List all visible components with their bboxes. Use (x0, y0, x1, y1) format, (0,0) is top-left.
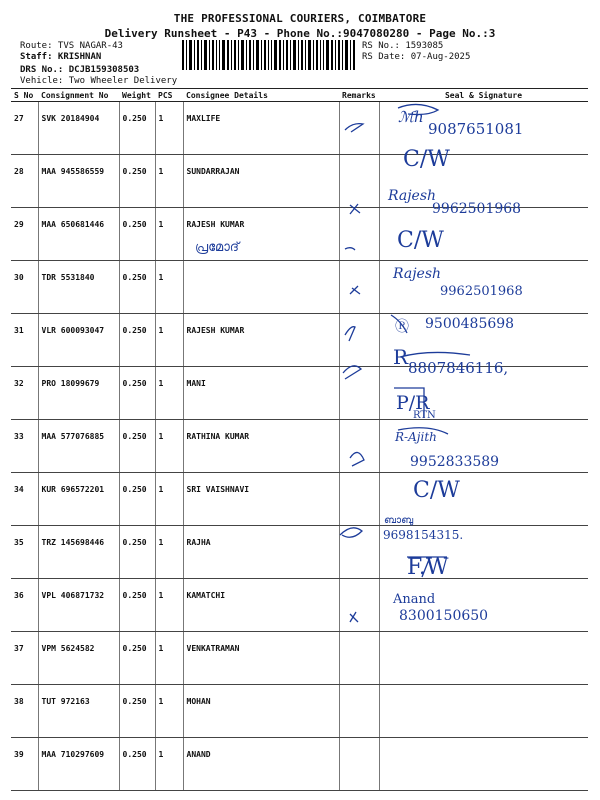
row-consignee: SUNDARRAJAN (183, 155, 339, 208)
cw-28: C/W (403, 147, 450, 172)
row-consignee: ANAND (183, 738, 339, 791)
cw-36: C/W (413, 478, 460, 503)
row-sno: 27 (11, 102, 38, 155)
table-row (11, 632, 588, 685)
row-weight: 0.250 (119, 155, 155, 208)
row-remarks (339, 632, 379, 685)
row-remarks (339, 102, 379, 155)
vehicle-label: Vehicle: Two Wheeler Delivery (20, 76, 178, 86)
phone-39: 8300150650 (399, 608, 489, 624)
row-sno: 38 (11, 685, 38, 738)
phone-33: 8807846116, (408, 359, 509, 377)
phone-29: 9962501968 (432, 201, 522, 217)
table-row (11, 420, 588, 473)
table-row (11, 738, 588, 791)
signature-37: ബാബു (384, 515, 414, 526)
runsheet-table (11, 88, 588, 791)
row-pcs: 1 (155, 738, 183, 791)
signature-31: Rajesh (393, 266, 442, 282)
row-consignment: VLR 600093047 (38, 314, 119, 367)
row-consignee: RATHINA KUMAR (183, 420, 339, 473)
row-consignment: TRZ 145698446 (38, 526, 119, 579)
row-remarks (339, 367, 379, 420)
row-consignee: SRI VAISHNAVI (183, 473, 339, 526)
row-sno: 30 (11, 261, 38, 314)
signature-35: R-Ajith (395, 430, 437, 444)
signature-33: R (393, 345, 409, 369)
row-sno: 35 (11, 526, 38, 579)
col-signature: Seal & Signature (379, 89, 588, 102)
row-signature (379, 738, 588, 791)
row-consignee: MOHAN (183, 685, 339, 738)
drs-label: DRS No.: DCJB159308503 (20, 65, 140, 75)
row-pcs: 1 (155, 420, 183, 473)
col-weight: Weight (119, 89, 155, 102)
name-39: Anand (393, 592, 436, 607)
row-consignment: MAA 650681446 (38, 208, 119, 261)
row-pcs: 1 (155, 526, 183, 579)
row-consignment: SVK 20184904 (38, 102, 119, 155)
row-remarks (339, 208, 379, 261)
row-sno: 31 (11, 314, 38, 367)
table-row (11, 526, 588, 579)
row-consignment: MAA 945586559 (38, 155, 119, 208)
row-sno: 28 (11, 155, 38, 208)
signature-27: ℳℎ (398, 108, 424, 126)
row-remarks (339, 738, 379, 791)
row-pcs: 1 (155, 579, 183, 632)
row-remarks (339, 579, 379, 632)
row-sno: 34 (11, 473, 38, 526)
row-weight: 0.250 (119, 526, 155, 579)
row-signature (379, 632, 588, 685)
phone-32: 9500485698 (425, 316, 515, 332)
row-signature (379, 685, 588, 738)
row-weight: 0.250 (119, 367, 155, 420)
col-consignment: Consignment No (38, 89, 119, 102)
rs-number: RS No.: 1593085 (362, 41, 444, 51)
row-weight: 0.250 (119, 261, 155, 314)
row-consignment: TDR 5531840 (38, 261, 119, 314)
row-sno: 37 (11, 632, 38, 685)
rs-date: RS Date: 07-Aug-2025 (362, 52, 471, 62)
stamp-34-rtn: RTN (413, 410, 436, 421)
row-pcs: 1 (155, 473, 183, 526)
row-consignee: RAJHA (183, 526, 339, 579)
table-header (11, 89, 588, 102)
row-pcs: 1 (155, 314, 183, 367)
col-pcs: PCS (155, 89, 183, 102)
signature-29: Rajesh (388, 188, 437, 204)
route-label: Route: TVS NAGAR-43 (20, 41, 123, 51)
row-remarks (339, 526, 379, 579)
row-pcs: 1 (155, 155, 183, 208)
phone-31: 9962501968 (440, 284, 523, 299)
col-remarks: Remarks (339, 89, 379, 102)
row-weight: 0.250 (119, 208, 155, 261)
row-consignment: MAA 710297609 (38, 738, 119, 791)
row-sno: 32 (11, 367, 38, 420)
row-sno: 39 (11, 738, 38, 791)
row-pcs: 1 (155, 632, 183, 685)
runsheet-title: Delivery Runsheet - P43 - Phone No.:9047080280 - Page No.:3 (104, 27, 496, 40)
row-sno: 36 (11, 579, 38, 632)
row-consignee: KAMATCHI (183, 579, 339, 632)
table-row (11, 579, 588, 632)
row-pcs: 1 (155, 208, 183, 261)
stamp-34: P/R (396, 392, 430, 414)
row-consignee: RAJESH KUMAR (183, 314, 339, 367)
row-remarks (339, 473, 379, 526)
row-consignee (183, 261, 339, 314)
row-weight: 0.250 (119, 102, 155, 155)
row-pcs: 1 (155, 102, 183, 155)
consignee-handwritten-30: പ്രമോദ് (195, 240, 240, 255)
row-weight: 0.250 (119, 473, 155, 526)
row-weight: 0.250 (119, 579, 155, 632)
row-consignment: MAA 577076885 (38, 420, 119, 473)
row-weight: 0.250 (119, 314, 155, 367)
phone-36: 9952833589 (410, 454, 500, 470)
table-row (11, 473, 588, 526)
table-row (11, 685, 588, 738)
row-remarks (339, 685, 379, 738)
row-consignment: TUT 972163 (38, 685, 119, 738)
col-sno: S No (11, 89, 38, 102)
staff-label: Staff: KRISHNAN (20, 52, 102, 62)
row-sno: 29 (11, 208, 38, 261)
row-weight: 0.250 (119, 685, 155, 738)
row-remarks (339, 314, 379, 367)
phone-27: 9087651081 (428, 120, 524, 138)
row-consignee: MAXLIFE (183, 102, 339, 155)
row-sno: 33 (11, 420, 38, 473)
row-weight: 0.250 (119, 420, 155, 473)
row-consignee: RAJESH KUMAR (183, 208, 339, 261)
company-title: THE PROFESSIONAL COURIERS, COIMBATORE (173, 12, 427, 25)
row-weight: 0.250 (119, 632, 155, 685)
row-remarks (339, 420, 379, 473)
row-consignment: PRO 18099679 (38, 367, 119, 420)
row-pcs: 1 (155, 367, 183, 420)
table-row (11, 155, 588, 208)
row-consignee: VENKATRAMAN (183, 632, 339, 685)
phone-37: 9698154315. (383, 528, 464, 542)
signature-38: F.W (407, 555, 449, 580)
row-remarks (339, 261, 379, 314)
row-remarks (339, 155, 379, 208)
col-consignee: Consignee Details (183, 89, 339, 102)
row-consignment: VPL 406871732 (38, 579, 119, 632)
row-weight: 0.250 (119, 738, 155, 791)
signature-32: Ⓡ (395, 319, 409, 335)
row-pcs: 1 (155, 261, 183, 314)
row-consignee: MANI (183, 367, 339, 420)
row-consignment: VPM 5624582 (38, 632, 119, 685)
barcode (182, 40, 357, 70)
row-consignment: KUR 696572201 (38, 473, 119, 526)
cw-30: C/W (397, 228, 444, 253)
row-pcs: 1 (155, 685, 183, 738)
